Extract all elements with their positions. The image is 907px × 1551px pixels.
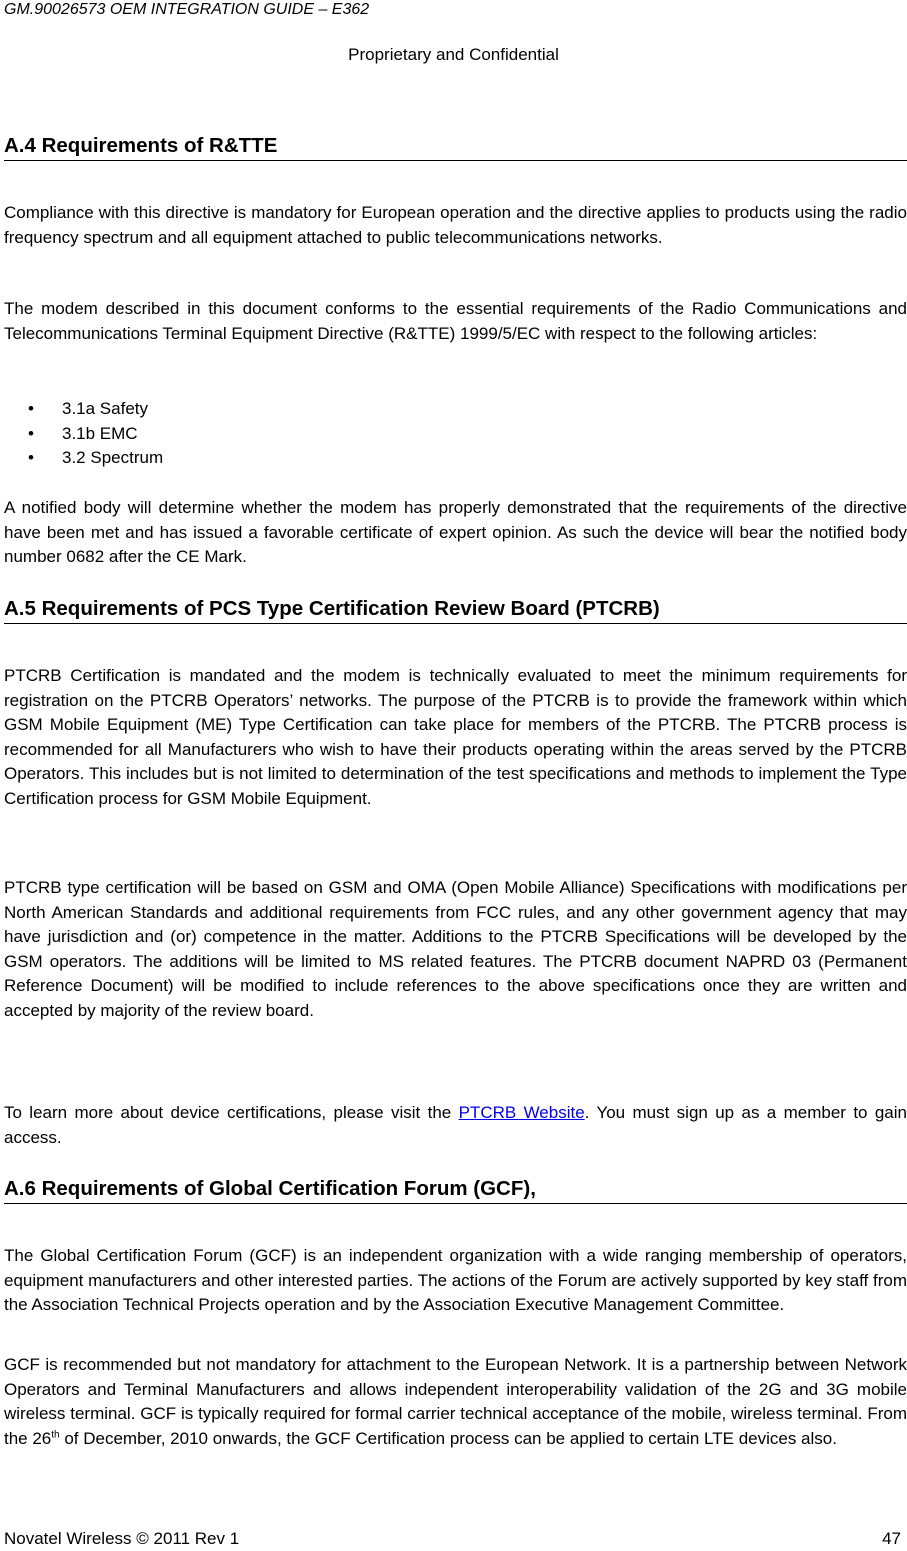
a4-paragraph-2: The modem described in this document conforms to the essential requirements of the Radio Communications and Telecommunications Terminal Equipment Directive (R&TTE) 1999/5/EC with respect to the following articles: bbox=[4, 299, 907, 343]
a5-paragraph-3: To learn more about device certifications, please visit the PTCRB Website. You must sign up as a member to gain access. bbox=[4, 1103, 907, 1147]
a5-paragraph-2: PTCRB type certification will be based on GSM and OMA (Open Mobile Alliance) Specifications with modifications per North American Standards and additional requirements from FCC rules, and any other government agency that may have jurisdiction and (or) competence in the matter. Additions to the PTCRB Specifications will be developed by the GSM operators. The additions will be limited to MS related features. The PTCRB document NAPRD 03 (Permanent Reference Document) will be modified to include references to the above specifications once they are written and accepted by majority of the review board. bbox=[4, 878, 907, 1020]
footer-copyright: Novatel Wireless © 2011 Rev 1 bbox=[4, 1529, 240, 1548]
a4-paragraph-1: Compliance with this directive is mandatory for European operation and the directive applies to products using the radio frequency spectrum and all equipment attached to public telecommunications networks. bbox=[4, 203, 907, 247]
a5-paragraph-1: PTCRB Certification is mandated and the modem is technically evaluated to meet the minimum requirements for registration on the PTCRB Operators’ networks. The purpose of the PTCRB is to provide the framework within which GSM Mobile Equipment (ME) Type Certification can take place for members of the PTCRB. The PTCRB process is recommended for all Manufacturers who wish to have their products operating within the areas served by the PTCRB Operators. This includes but is not limited to determination of the test specifications and methods to implement the Type Certification process for GSM Mobile Equipment. bbox=[4, 666, 907, 808]
a6-paragraph-2: GCF is recommended but not mandatory for attachment to the European Network. It is a partnership between Network Operators and Terminal Manufacturers and allows independent interoperability validation of the 2G and 3G mobile wireless terminal. GCF is typically required for formal carrier technical acceptance of the mobile, wireless terminal. From the 26th of December, 2010 onwards, the GCF Certification process can be applied to certain LTE devices also. bbox=[4, 1355, 907, 1448]
page-number: 47 bbox=[882, 1529, 901, 1548]
a4-paragraph-3: A notified body will determine whether the modem has properly demonstrated that the requirements of the directive have been met and has issued a favorable certificate of expert opinion. As such the device will bear the notified body number 0682 after the CE Mark. bbox=[4, 498, 907, 566]
list-item: • 3.2 Spectrum bbox=[30, 446, 163, 471]
heading-a6: A.6 Requirements of Global Certification Forum (GCF), bbox=[4, 1177, 907, 1204]
a4-article-list bbox=[30, 397, 163, 471]
bullet-icon: • bbox=[28, 423, 34, 443]
ptcrb-website-link[interactable]: PTCRB Website bbox=[458, 1103, 585, 1122]
confidentiality-notice: Proprietary and Confidential bbox=[348, 45, 559, 64]
list-item: • 3.1b EMC bbox=[30, 422, 163, 447]
bullet-icon: • bbox=[28, 399, 34, 418]
bullet-icon: • bbox=[28, 448, 34, 467]
heading-a4: A.4 Requirements of R&TTE bbox=[4, 134, 907, 161]
heading-a5: A.5 Requirements of PCS Type Certification Review Board (PTCRB) bbox=[4, 597, 907, 624]
document-title: GM.90026573 OEM INTEGRATION GUIDE – E362 bbox=[4, 1, 370, 18]
a6-paragraph-1: The Global Certification Forum (GCF) is an independent organization with a wide ranging membership of operators, equipment manufacturers and other interested parties. The actions of the Forum are actively supported by key staff from the Association Technical Projects operation and by the Association Executive Management Committee. bbox=[4, 1246, 907, 1314]
list-item: • 3.1a Safety bbox=[30, 397, 163, 422]
